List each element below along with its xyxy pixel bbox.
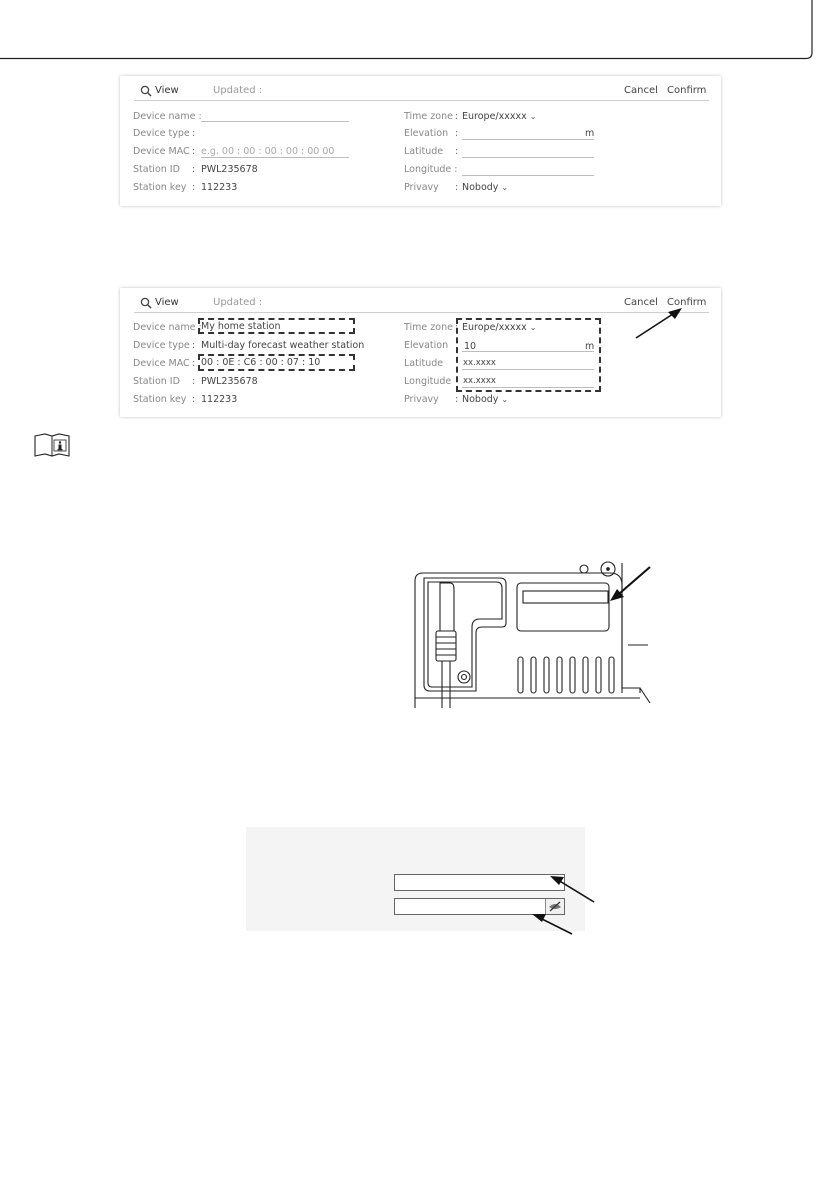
- longitude-value[interactable]: xx.xxxx: [463, 376, 496, 386]
- station-id-value: PWL235678: [201, 164, 258, 175]
- highlight-device-mac: [198, 354, 355, 371]
- field-arrows-icon: [528, 868, 598, 938]
- weather-station-back-illustration: [410, 553, 655, 708]
- panel-toolbar: [134, 288, 709, 313]
- device-mac-placeholder: e.g. 00 : 00 : 00 : 00 : 00 00: [201, 146, 335, 157]
- privacy-select[interactable]: [462, 182, 508, 193]
- latitude-value[interactable]: xx.xxxx: [463, 358, 496, 368]
- device-settings-panel-empty: [120, 76, 721, 206]
- highlight-device-name: [198, 318, 355, 334]
- device-type-label: Device type: [133, 340, 190, 351]
- arrow-to-confirm-icon: [630, 300, 690, 345]
- chevron-down-icon: ⌄: [529, 323, 537, 332]
- longitude-input[interactable]: [462, 175, 594, 176]
- privacy-select[interactable]: [462, 394, 508, 405]
- colon: :: [192, 164, 196, 175]
- device-type-value: Multi-day forecast weather station: [201, 340, 365, 351]
- magnifier-icon: [140, 297, 152, 309]
- colon: :: [192, 340, 196, 351]
- view-tab[interactable]: [140, 297, 179, 309]
- elevation-label: Elevation: [404, 340, 449, 351]
- colon: :: [455, 182, 459, 193]
- privacy-value: Nobody: [462, 182, 499, 193]
- station-id-label: Station ID: [133, 164, 180, 175]
- privacy-label: Privavy: [404, 394, 439, 405]
- privacy-value: Nobody: [462, 394, 499, 405]
- colon: :: [192, 358, 196, 369]
- panel-toolbar: [134, 76, 709, 101]
- latitude-input[interactable]: [462, 157, 594, 158]
- colon: :: [192, 128, 196, 139]
- colon: :: [455, 128, 459, 139]
- device-mac-input[interactable]: [201, 157, 349, 158]
- colon: :: [192, 376, 196, 387]
- cancel-button[interactable]: Cancel: [624, 297, 658, 308]
- device-mac-label: Device MAC: [133, 146, 190, 157]
- time-zone-value: Europe/xxxxx: [462, 111, 527, 122]
- station-key-value: 112233: [201, 182, 238, 193]
- highlight-location-fields: [456, 318, 601, 392]
- device-type-label: Device type: [133, 128, 190, 139]
- privacy-label: Privavy: [404, 182, 439, 193]
- longitude-label: Longitude :: [404, 164, 458, 175]
- updated-label: Updated :: [213, 297, 263, 308]
- manual-info-icon: [33, 433, 71, 458]
- colon: :: [192, 146, 196, 157]
- chevron-down-icon: ⌄: [529, 112, 537, 121]
- device-name-input[interactable]: [201, 121, 349, 122]
- cancel-button[interactable]: Cancel: [624, 85, 658, 96]
- device-mac-value[interactable]: 00 : 0E : C6 : 00 : 07 : 10: [201, 357, 321, 368]
- station-key-label: Station key: [133, 182, 187, 193]
- updated-label: Updated :: [213, 85, 263, 96]
- time-zone-value: Europe/xxxxx: [462, 322, 527, 333]
- colon: :: [192, 182, 196, 193]
- elevation-unit: m: [585, 341, 595, 352]
- view-label: View: [155, 85, 179, 96]
- device-mac-label: Device MAC: [133, 358, 190, 369]
- longitude-label: Longitude: [404, 376, 452, 387]
- colon: :: [455, 111, 459, 122]
- confirm-button[interactable]: Confirm: [667, 85, 707, 96]
- view-tab[interactable]: [140, 85, 179, 97]
- colon: :: [455, 322, 459, 333]
- magnifier-icon: [140, 85, 152, 97]
- elevation-input[interactable]: [462, 139, 594, 140]
- elevation-unit: m: [585, 128, 595, 139]
- latitude-label: Latitude: [404, 358, 444, 369]
- device-name-value[interactable]: My home station: [201, 321, 281, 332]
- time-zone-label: Time zone: [404, 322, 453, 333]
- device-name-label: Device name :: [133, 111, 202, 122]
- elevation-value[interactable]: 10: [464, 341, 477, 352]
- time-zone-select[interactable]: [462, 111, 536, 122]
- device-name-label: Device name :: [133, 322, 202, 333]
- station-key-value: 112233: [201, 394, 238, 405]
- station-key-label: Station key: [133, 394, 187, 405]
- colon: :: [455, 146, 459, 157]
- page-corner-rule: [0, 0, 839, 60]
- chevron-down-icon: ⌄: [501, 183, 509, 192]
- view-label: View: [155, 297, 179, 308]
- time-zone-label: Time zone: [404, 111, 453, 122]
- confirm-button[interactable]: Confirm: [667, 297, 707, 308]
- station-id-value: PWL235678: [201, 376, 258, 387]
- elevation-label: Elevation: [404, 128, 449, 139]
- station-id-label: Station ID: [133, 376, 180, 387]
- colon: :: [192, 394, 196, 405]
- chevron-down-icon: ⌄: [501, 395, 509, 404]
- latitude-label: Latitude: [404, 146, 444, 157]
- colon: :: [455, 394, 459, 405]
